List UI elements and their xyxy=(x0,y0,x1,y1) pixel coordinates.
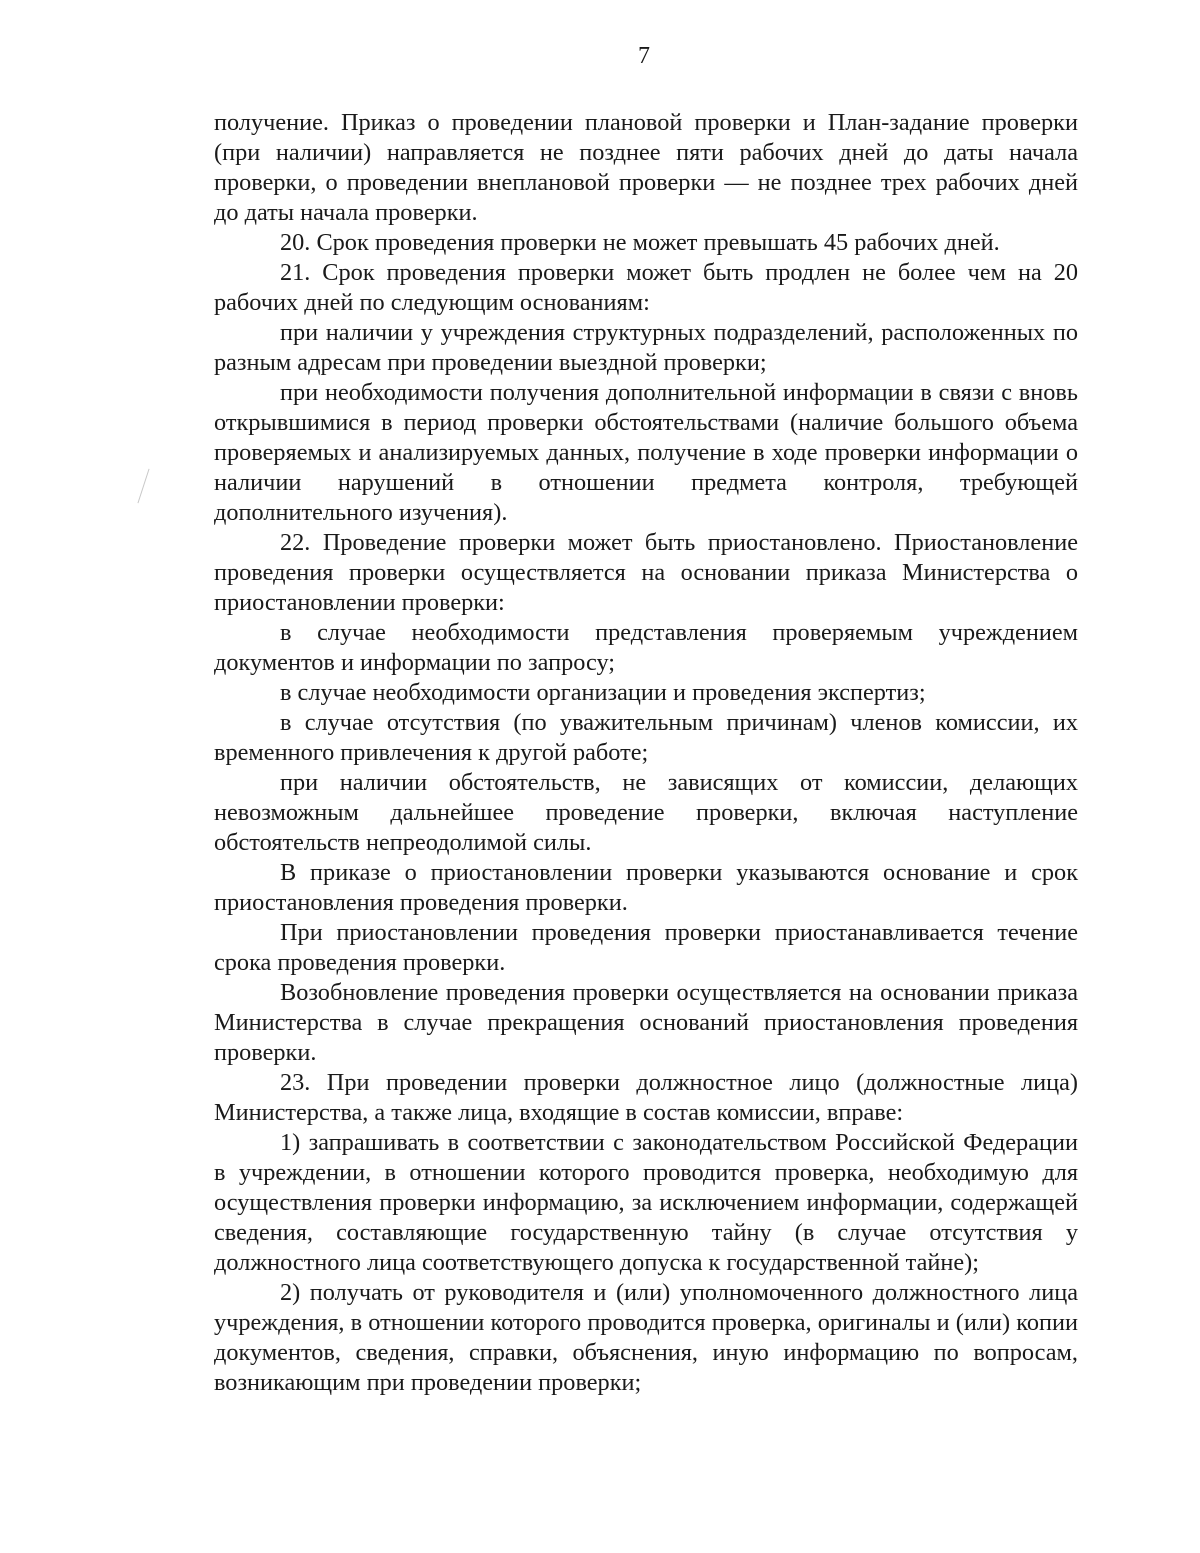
paragraph: 1) запрашивать в соответствии с законодательством Российской Федерации в учреждении, в отношении которого проводится проверка, необходимую для осуществления проверки информацию, за исключением информации, содержащей сведения, составляющие государственную тайну (в случае отсутствия у должностного лица соответствующего допуска к государственной тайне); xyxy=(214,1129,1078,1276)
paragraph: получение. Приказ о проведении плановой проверки и План-задание проверки (при наличии) направляется не позднее пяти рабочих дней до даты начала проверки, о проведении внеплановой проверки — не позднее трех рабочих дней до даты начала проверки. xyxy=(214,109,1078,226)
paragraph: 23. При проведении проверки должностное лицо (должностные лица) Министерства, а также лица, входящие в состав комиссии, вправе: xyxy=(214,1069,1078,1126)
paragraph: 21. Срок проведения проверки может быть продлен не более чем на 20 рабочих дней по следующим основаниям: xyxy=(214,259,1078,316)
paragraph: в случае отсутствия (по уважительным причинам) членов комиссии, их временного привлечения к другой работе; xyxy=(214,709,1078,766)
paragraph: в случае необходимости организации и проведения экспертиз; xyxy=(280,679,926,706)
paragraph: При приостановлении проведения проверки приостанавливается течение срока проведения проверки. xyxy=(214,919,1078,976)
paragraph: 20. Срок проведения проверки не может превышать 45 рабочих дней. xyxy=(280,229,1000,256)
paragraph: при наличии у учреждения структурных подразделений, расположенных по разным адресам при проведении выездной проверки; xyxy=(214,319,1078,376)
paragraph: при наличии обстоятельств, не зависящих от комиссии, делающих невозможным дальнейшее проведение проверки, включая наступление обстоятельств непреодолимой силы. xyxy=(214,769,1078,856)
paragraph: при необходимости получения дополнительной информации в связи с вновь открывшимися в период проверки обстоятельствами (наличие большого объема проверяемых и анализируемых данных, получение в ходе проверки информации о наличии нарушений в отношении предмета контроля, требующей дополнительного изучения). xyxy=(214,379,1078,526)
scan-artifact xyxy=(137,469,149,504)
document-body xyxy=(214,108,1078,1398)
paragraph: Возобновление проведения проверки осуществляется на основании приказа Министерства в случае прекращения оснований приостановления проведения проверки. xyxy=(214,979,1078,1066)
page-number: 7 xyxy=(638,43,650,69)
paragraph: В приказе о приостановлении проверки указываются основание и срок приостановления проведения проверки. xyxy=(214,859,1078,916)
paragraph: 22. Проведение проверки может быть приостановлено. Приостановление проведения проверки осуществляется на основании приказа Министерства о приостановлении проверки: xyxy=(214,529,1078,616)
paragraph: 2) получать от руководителя и (или) уполномоченного должностного лица учреждения, в отношении которого проводится проверка, оригиналы и (или) копии документов, сведения, справки, объяснения, иную информацию по вопросам, возникающим при проведении проверки; xyxy=(214,1279,1078,1396)
paragraph: в случае необходимости представления проверяемым учреждением документов и информации по запросу; xyxy=(214,619,1078,676)
